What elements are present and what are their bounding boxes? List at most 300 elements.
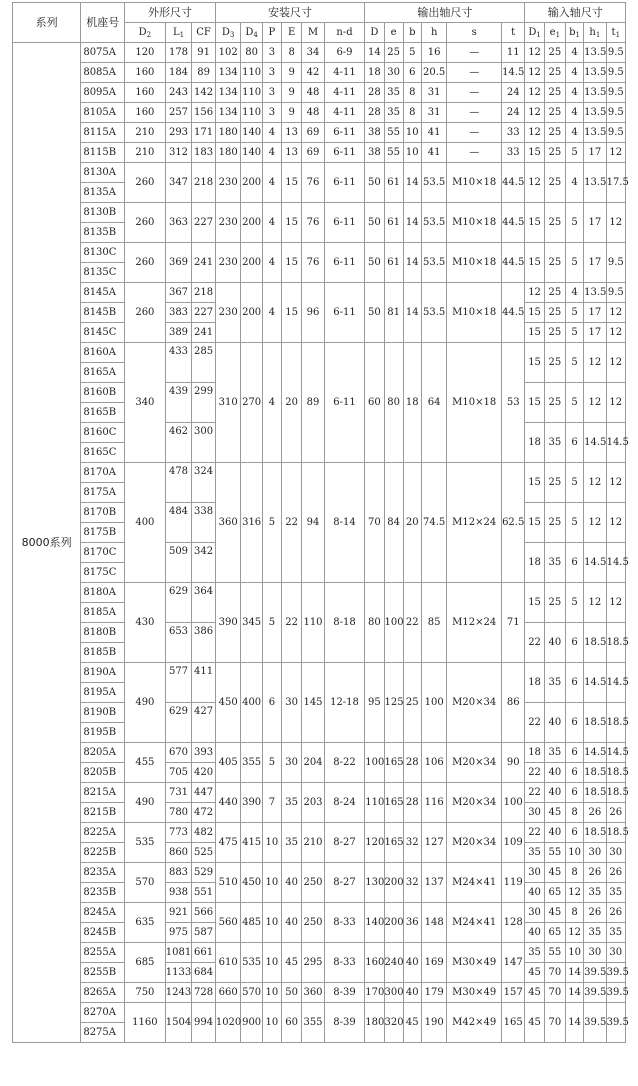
cell-b1: 4 [566,103,584,123]
cell-n-d: 6-11 [324,203,365,243]
model-cell: 8245B [81,923,125,943]
cell-p: 4 [262,163,281,203]
cell-s: — [447,123,501,143]
cell-l1: 478 [165,463,192,503]
cell-b: 36 [403,903,421,943]
cell-d3: 102 [215,43,241,63]
cell-e: 40 [282,863,302,903]
col-header-label: e [549,26,556,38]
cell-s: M20×34 [447,663,501,743]
cell-h1: 26 [584,863,606,883]
model-cell: 8205A [81,743,125,763]
cell-h: 190 [421,1003,447,1043]
cell-t1: 12 [606,383,625,423]
cell-d1: 30 [525,903,544,923]
cell-e: 165 [384,743,403,783]
cell-e1: 40 [544,763,565,783]
cell-h: 53.5 [421,163,447,203]
col-header-label: D [245,26,254,38]
cell-e: 35 [384,83,403,103]
cell-h: 74.5 [421,463,447,583]
cell-e: 15 [282,203,302,243]
cell-t: 109 [501,823,525,863]
cell-e: 300 [384,983,403,1003]
cell-e1: 25 [544,123,565,143]
cell-b1: 4 [566,283,584,303]
model-cell: 8165C [81,443,125,463]
cell-p: 4 [262,283,281,343]
cell-b: 10 [403,143,421,163]
cell-h: 16 [421,43,447,63]
cell-h1: 18.5 [584,763,606,783]
cell-p: 5 [262,583,281,663]
col-header-e [282,23,302,43]
table-row [13,283,626,303]
cell-e1: 25 [544,583,565,623]
cell-e: 100 [384,583,403,663]
cell-e1: 25 [544,503,565,543]
cell-b1: 8 [566,903,584,923]
table-row [13,43,626,63]
model-cell: 8105A [81,103,125,123]
col-header-l1 [165,23,192,43]
cell-l1: 484 [165,503,192,543]
cell-m: 203 [302,783,324,823]
cell-d2: 570 [125,863,166,903]
cell-e: 15 [282,243,302,283]
cell-b1: 5 [566,243,584,283]
model-cell: 8265A [81,983,125,1003]
cell-cf: 241 [192,243,215,283]
col-header-n-d [324,23,365,43]
table-row [13,83,626,103]
cell-h: 53.5 [421,243,447,283]
cell-d: 140 [365,903,384,943]
cell-e1: 55 [544,943,565,963]
cell-d4: 110 [241,83,262,103]
cell-p: 3 [262,83,281,103]
cell-d1: 30 [525,803,544,823]
cell-cf: 587 [192,923,215,943]
cell-t1: 12 [606,303,625,323]
cell-d1: 45 [525,963,544,983]
col-header-t [501,23,525,43]
cell-h1: 39.5 [584,1003,606,1043]
cell-b: 10 [403,123,421,143]
cell-t1: 9.5 [606,43,625,63]
col-header-subscript: 1 [555,30,561,39]
cell-e1: 65 [544,923,565,943]
cell-t: 157 [501,983,525,1003]
cell-cf: 529 [192,863,215,883]
col-header-s [447,23,501,43]
cell-t1: 12 [606,463,625,503]
model-cell: 8130C [81,243,125,263]
cell-h: 41 [421,143,447,163]
model-cell: 8175B [81,523,125,543]
cell-d: 95 [365,663,384,743]
cell-d: 170 [365,983,384,1003]
cell-t1: 30 [606,943,625,963]
cell-h1: 35 [584,923,606,943]
cell-e1: 70 [544,983,565,1003]
cell-t: 33 [501,143,525,163]
col-header-label: E [288,26,296,38]
cell-d4: 270 [241,343,262,463]
cell-d1: 12 [525,163,544,203]
cell-h1: 39.5 [584,983,606,1003]
cell-h1: 30 [584,943,606,963]
cell-t: 165 [501,1003,525,1043]
cell-h1: 13.5 [584,283,606,303]
cell-e1: 25 [544,163,565,203]
col-header-d2 [125,23,166,43]
cell-h: 31 [421,83,447,103]
cell-d4: 450 [241,863,262,903]
model-cell: 8115B [81,143,125,163]
cell-h: 106 [421,743,447,783]
cell-m: 355 [302,1003,324,1043]
table-row [13,243,626,263]
cell-t: 11 [501,43,525,63]
cell-e: 81 [384,283,403,343]
cell-cf: 227 [192,303,215,323]
cell-t1: 26 [606,803,625,823]
cell-t1: 14.5 [606,663,625,703]
model-cell: 8245A [81,903,125,923]
cell-b1: 14 [566,983,584,1003]
cell-cf: 156 [192,103,215,123]
cell-e1: 40 [544,703,565,743]
cell-cf: 684 [192,963,215,983]
model-cell: 8190A [81,663,125,683]
cell-d2: 1160 [125,1003,166,1043]
cell-l1: 1081 [165,943,192,963]
cell-d3: 310 [215,343,241,463]
cell-p: 3 [262,43,281,63]
cell-d: 28 [365,103,384,123]
col-header-h [421,23,447,43]
cell-d1: 15 [525,323,544,343]
cell-e1: 35 [544,663,565,703]
cell-t: 100 [501,783,525,823]
cell-e: 35 [282,823,302,863]
cell-e: 55 [384,123,403,143]
cell-e1: 25 [544,343,565,383]
cell-m: 89 [302,343,324,463]
model-cell: 8160C [81,423,125,443]
cell-h: 85 [421,583,447,663]
cell-e: 9 [282,83,302,103]
cell-t: 44.5 [501,163,525,203]
cell-b: 45 [403,1003,421,1043]
col-header-t1 [606,23,625,43]
cell-b1: 14 [566,963,584,983]
cell-b1: 5 [566,143,584,163]
cell-m: 48 [302,103,324,123]
cell-e1: 55 [544,843,565,863]
table-row [13,123,626,143]
col-header-subscript: 1 [575,30,581,39]
cell-cf: 324 [192,463,215,503]
cell-d1: 12 [525,63,544,83]
cell-t1: 17.5 [606,163,625,203]
cell-h1: 17 [584,203,606,243]
cell-t: 128 [501,903,525,943]
cell-cf: 364 [192,583,215,623]
col-header-label: t [611,26,616,38]
cell-h1: 14.5 [584,423,606,463]
cell-d4: 485 [241,903,262,943]
cell-d4: 200 [241,203,262,243]
cell-e: 40 [282,903,302,943]
cell-d3: 440 [215,783,241,823]
cell-h1: 13.5 [584,83,606,103]
cell-d3: 134 [215,63,241,83]
cell-m: 250 [302,903,324,943]
cell-p: 6 [262,663,281,743]
cell-cf: 386 [192,623,215,663]
cell-d: 14 [365,43,384,63]
cell-l1: 347 [165,163,192,203]
cell-n-d: 4-11 [324,63,365,83]
cell-cf: 420 [192,763,215,783]
cell-b: 20 [403,463,421,583]
cell-n-d: 8-18 [324,583,365,663]
cell-n-d: 8-33 [324,903,365,943]
model-cell: 8225B [81,843,125,863]
cell-e1: 35 [544,543,565,583]
cell-h1: 12 [584,463,606,503]
cell-e1: 25 [544,383,565,423]
cell-h1: 18.5 [584,783,606,803]
col-header-cf [192,23,215,43]
cell-cf: 994 [192,1003,215,1043]
cell-n-d: 8-14 [324,463,365,583]
cell-d1: 40 [525,883,544,903]
model-cell: 8165B [81,403,125,423]
model-cell: 8145A [81,283,125,303]
cell-m: 110 [302,583,324,663]
cell-h: 20.5 [421,63,447,83]
cell-h: 41 [421,123,447,143]
cell-d4: 316 [241,463,262,583]
cell-m: 69 [302,123,324,143]
model-cell: 8235B [81,883,125,903]
cell-e1: 25 [544,63,565,83]
cell-e1: 45 [544,903,565,923]
cell-t1: 14.5 [606,543,625,583]
col-header-b [403,23,421,43]
cell-d4: 570 [241,983,262,1003]
cell-e1: 25 [544,303,565,323]
cell-b: 6 [403,63,421,83]
cell-d1: 45 [525,1003,544,1043]
cell-h: 148 [421,903,447,943]
cell-e: 84 [384,463,403,583]
cell-t: 24 [501,83,525,103]
cell-t1: 12 [606,503,625,543]
cell-n-d: 8-27 [324,823,365,863]
cell-e: 45 [282,943,302,983]
cell-t1: 9.5 [606,123,625,143]
cell-cf: 241 [192,323,215,343]
cell-m: 34 [302,43,324,63]
cell-b1: 5 [566,303,584,323]
cell-e1: 70 [544,1003,565,1043]
cell-n-d: 8-33 [324,943,365,983]
cell-s: M10×18 [447,203,501,243]
cell-l1: 389 [165,323,192,343]
cell-cf: 142 [192,83,215,103]
cell-t: 33 [501,123,525,143]
model-cell: 8135A [81,183,125,203]
cell-d1: 15 [525,243,544,283]
cell-b1: 12 [566,923,584,943]
cell-d2: 535 [125,823,166,863]
col-header-label: D [528,26,537,38]
table-row [13,903,626,923]
model-cell: 8190B [81,703,125,723]
cell-s: M20×34 [447,743,501,783]
cell-t1: 35 [606,923,625,943]
spec-table [12,2,629,1043]
cell-l1: 369 [165,243,192,283]
cell-e: 61 [384,243,403,283]
col-header-label: t [511,26,516,38]
cell-m: 210 [302,823,324,863]
model-cell: 8255A [81,943,125,963]
cell-cf: 227 [192,203,215,243]
cell-h1: 13.5 [584,123,606,143]
cell-e1: 70 [544,963,565,983]
cell-d2: 210 [125,143,166,163]
cell-d3: 230 [215,243,241,283]
cell-n-d: 8-24 [324,783,365,823]
model-cell: 8225A [81,823,125,843]
cell-e1: 45 [544,863,565,883]
cell-cf: 89 [192,63,215,83]
cell-l1: 1133 [165,963,192,983]
cell-h1: 17 [584,303,606,323]
col-header-label: h [589,26,596,38]
cell-h1: 18.5 [584,823,606,843]
cell-n-d: 8-27 [324,863,365,903]
cell-p: 4 [262,343,281,463]
cell-d: 28 [365,83,384,103]
model-cell: 8185A [81,603,125,623]
cell-h1: 12 [584,383,606,423]
cell-e: 25 [384,43,403,63]
cell-d4: 415 [241,823,262,863]
cell-d3: 1020 [215,1003,241,1043]
cell-e: 200 [384,863,403,903]
cell-s: M10×18 [447,343,501,463]
cell-n-d: 8-22 [324,743,365,783]
table-row [13,863,626,883]
cell-b: 14 [403,203,421,243]
series-header: 系列 [13,3,81,43]
table-row [13,583,626,603]
cell-h1: 12 [584,583,606,623]
cell-b: 14 [403,163,421,203]
cell-b1: 14 [566,1003,584,1043]
cell-h1: 14.5 [584,543,606,583]
cell-d2: 120 [125,43,166,63]
cell-l1: 780 [165,803,192,823]
cell-cf: 171 [192,123,215,143]
col-header-h1 [584,23,606,43]
cell-cf: 447 [192,783,215,803]
cell-e: 320 [384,1003,403,1043]
cell-p: 10 [262,983,281,1003]
cell-s: M10×18 [447,243,501,283]
cell-b: 40 [403,943,421,983]
cell-l1: 883 [165,863,192,883]
cell-b1: 5 [566,203,584,243]
cell-l1: 860 [165,843,192,863]
cell-b1: 4 [566,43,584,63]
col-header-subscript: 2 [146,30,152,39]
model-cell: 8085A [81,63,125,83]
table-row [13,1003,626,1023]
cell-b1: 6 [566,763,584,783]
cell-h: 53.5 [421,203,447,243]
cell-t: 44.5 [501,243,525,283]
cell-l1: 243 [165,83,192,103]
cell-cf: 299 [192,383,215,423]
cell-d4: 200 [241,283,262,343]
cell-d1: 22 [525,823,544,843]
cell-d1: 12 [525,103,544,123]
model-cell: 8180B [81,623,125,643]
cell-l1: 1504 [165,1003,192,1043]
cell-d: 100 [365,743,384,783]
cell-l1: 433 [165,343,192,383]
model-cell: 8195A [81,683,125,703]
cell-l1: 257 [165,103,192,123]
cell-d: 70 [365,463,384,583]
input-shaft-header: 输入轴尺寸 [525,3,626,23]
cell-t: 119 [501,863,525,903]
cell-t1: 14.5 [606,423,625,463]
cell-e1: 40 [544,823,565,843]
cell-d1: 15 [525,203,544,243]
cell-cf: 661 [192,943,215,963]
model-cell: 8255B [81,963,125,983]
cell-s: M10×18 [447,163,501,203]
cell-p: 10 [262,943,281,983]
cell-b1: 6 [566,823,584,843]
cell-s: M20×34 [447,783,501,823]
model-header: 机座号 [81,3,125,43]
cell-h: 116 [421,783,447,823]
cell-d1: 18 [525,423,544,463]
cell-t1: 12 [606,323,625,343]
col-header-label: e [390,26,397,38]
cell-b: 32 [403,863,421,903]
cell-t: 44.5 [501,203,525,243]
cell-b1: 6 [566,743,584,763]
cell-d: 110 [365,783,384,823]
cell-b1: 4 [566,163,584,203]
model-cell: 8275A [81,1023,125,1043]
cell-d3: 510 [215,863,241,903]
cell-d: 120 [365,823,384,863]
cell-l1: 731 [165,783,192,803]
cell-h: 64 [421,343,447,463]
cell-t: 14.5 [501,63,525,83]
